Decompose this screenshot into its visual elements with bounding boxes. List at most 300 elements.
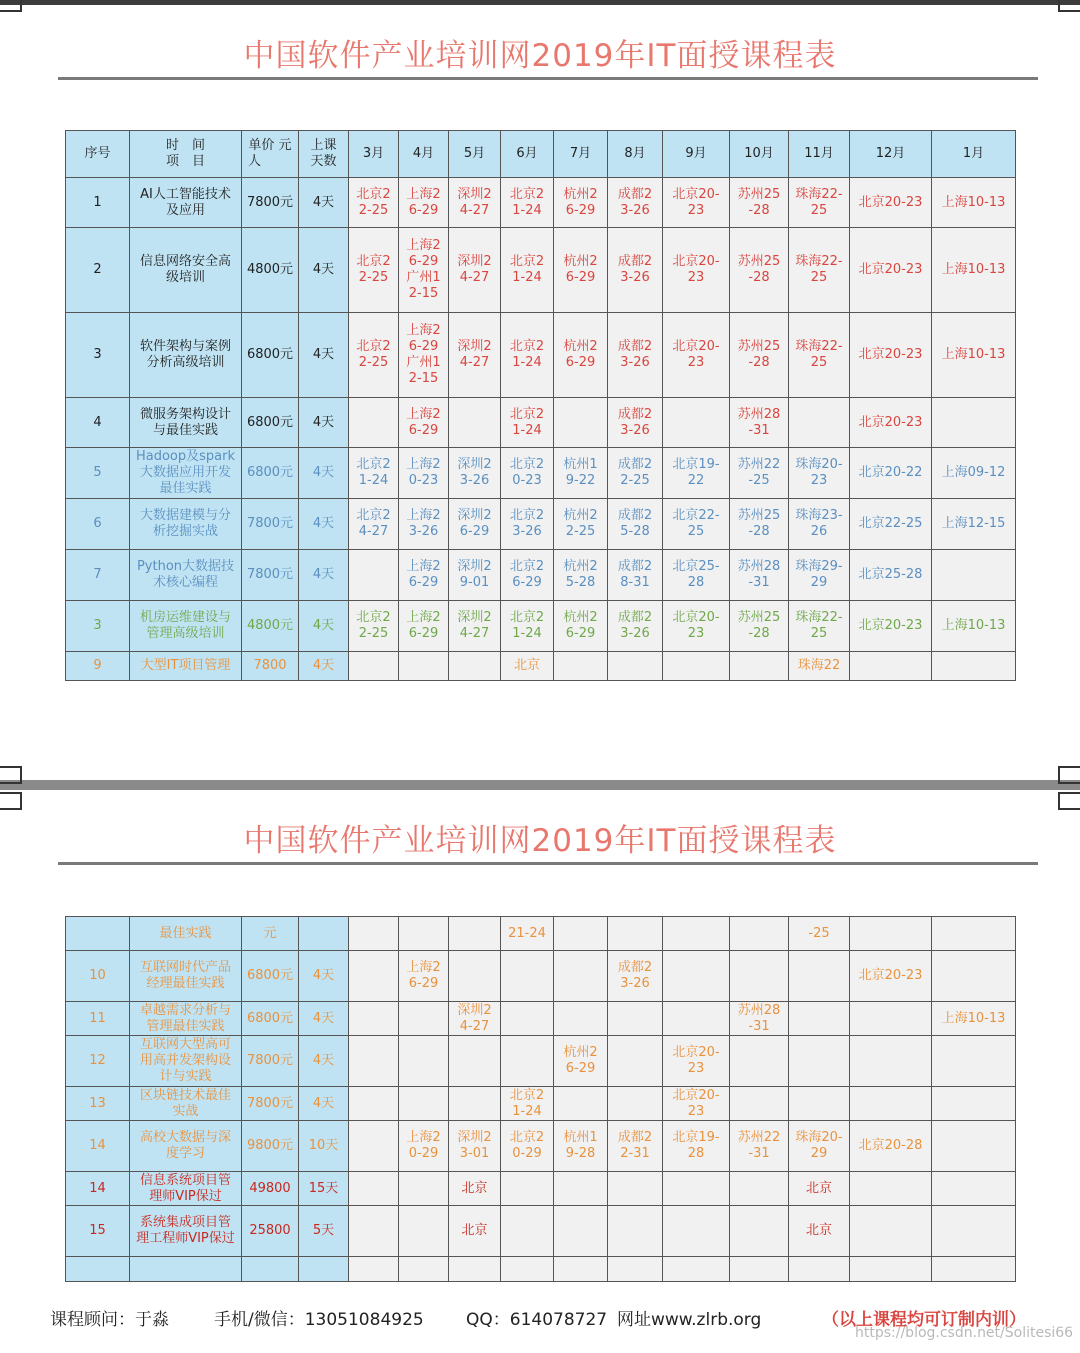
course-price: 7800元 [242, 499, 299, 550]
course-days: 4天 [299, 1002, 349, 1036]
schedule-cell: 上海26-29 [399, 951, 449, 1002]
course-row [66, 917, 1016, 951]
course-row [66, 178, 1016, 228]
course-seq: 15 [66, 1206, 130, 1257]
schedule-cell: 上海20-29 [399, 1121, 449, 1172]
course-days [299, 1257, 349, 1282]
schedule-cell: 苏州28-31 [730, 1002, 789, 1036]
schedule-cell: 北京19-28 [663, 1121, 730, 1172]
schedule-cell: 成都22-31 [608, 1121, 663, 1172]
header-month: 7月 [554, 131, 608, 178]
course-days: 4天 [299, 228, 349, 313]
course-row [66, 313, 1016, 398]
schedule-cell [730, 917, 789, 951]
schedule-cell [932, 1036, 1016, 1087]
schedule-cell: -25 [789, 917, 850, 951]
header-month: 4月 [399, 131, 449, 178]
schedule-cell: 北京20-23 [850, 951, 932, 1002]
course-price: 6800元 [242, 313, 299, 398]
schedule-cell: 北京20-22 [850, 448, 932, 499]
course-row [66, 1036, 1016, 1087]
course-row [66, 652, 1016, 681]
course-days: 4天 [299, 398, 349, 448]
schedule-cell [608, 1172, 663, 1206]
schedule-cell: 北京20-23 [850, 313, 932, 398]
schedule-cell [850, 1002, 932, 1036]
schedule-cell [932, 398, 1016, 448]
course-row [66, 1002, 1016, 1036]
schedule-cell: 北京21-24 [501, 313, 554, 398]
schedule-cell: 杭州26-29 [554, 228, 608, 313]
schedule-cell: 杭州26-29 [554, 313, 608, 398]
schedule-cell: 上海10-13 [932, 178, 1016, 228]
header-month: 8月 [608, 131, 663, 178]
header-month: 3月 [349, 131, 399, 178]
schedule-cell: 深圳24-27 [449, 313, 501, 398]
schedule-cell: 杭州22-25 [554, 499, 608, 550]
schedule-cell: 北京22-25 [349, 178, 399, 228]
schedule-cell [663, 917, 730, 951]
schedule-cell: 深圳23-01 [449, 1121, 501, 1172]
schedule-cell [608, 1002, 663, 1036]
course-days: 15天 [299, 1172, 349, 1206]
schedule-cell [349, 1002, 399, 1036]
schedule-cell: 苏州28-31 [730, 398, 789, 448]
schedule-cell [501, 1172, 554, 1206]
schedule-cell: 北京20-23 [850, 228, 932, 313]
schedule-cell [932, 951, 1016, 1002]
course-price: 7800元 [242, 1087, 299, 1121]
schedule-cell [349, 652, 399, 681]
schedule-table-page2 [65, 916, 1016, 1282]
schedule-cell: 苏州22-31 [730, 1121, 789, 1172]
header-days: 上课天数 [299, 131, 349, 178]
schedule-cell: 成都23-26 [608, 313, 663, 398]
schedule-cell [608, 1257, 663, 1282]
schedule-cell: 北京21-24 [349, 448, 399, 499]
schedule-cell: 北京25-28 [663, 550, 730, 601]
schedule-cell: 北京21-24 [501, 398, 554, 448]
footer-qq: QQ：614078727 [466, 1310, 608, 1330]
crop-mark-mid-left [0, 766, 22, 784]
course-days: 4天 [299, 313, 349, 398]
schedule-cell [608, 1087, 663, 1121]
course-days: 4天 [299, 1036, 349, 1087]
course-row [66, 398, 1016, 448]
schedule-cell: 深圳23-26 [449, 448, 501, 499]
schedule-cell [608, 1036, 663, 1087]
schedule-cell [554, 1002, 608, 1036]
schedule-cell: 成都23-26 [608, 178, 663, 228]
schedule-cell [730, 1036, 789, 1087]
schedule-cell [789, 1002, 850, 1036]
schedule-cell [449, 398, 501, 448]
course-name: Python大数据技术核心编程 [130, 550, 242, 601]
schedule-cell: 北京20-23 [663, 313, 730, 398]
schedule-cell [932, 1206, 1016, 1257]
course-name: 信息系统项目管理师VIP保过 [130, 1172, 242, 1206]
schedule-cell [349, 398, 399, 448]
schedule-cell: 珠海22-25 [789, 313, 850, 398]
course-seq: 12 [66, 1036, 130, 1087]
crop-mark-mid-right-lower [1058, 792, 1080, 810]
schedule-cell: 上海10-13 [932, 1002, 1016, 1036]
schedule-cell [554, 1172, 608, 1206]
course-seq [66, 1257, 130, 1282]
course-seq: 4 [66, 398, 130, 448]
course-price [242, 1257, 299, 1282]
schedule-cell [663, 1002, 730, 1036]
schedule-cell: 北京23-26 [501, 499, 554, 550]
course-price: 49800 [242, 1172, 299, 1206]
course-row [66, 499, 1016, 550]
header-month: 9月 [663, 131, 730, 178]
schedule-cell: 上海26-29 [399, 601, 449, 652]
schedule-cell [449, 1036, 501, 1087]
course-row [66, 228, 1016, 313]
schedule-cell: 北京22-25 [349, 228, 399, 313]
schedule-cell [349, 1172, 399, 1206]
schedule-cell [932, 1121, 1016, 1172]
schedule-cell: 北京25-28 [850, 550, 932, 601]
header-price-line2: 人 [248, 154, 262, 169]
course-price: 6800元 [242, 951, 299, 1002]
schedule-cell: 苏州28-31 [730, 550, 789, 601]
schedule-cell: 北京20-23 [663, 1087, 730, 1121]
schedule-cell: 杭州26-29 [554, 178, 608, 228]
schedule-cell: 北京20-23 [663, 601, 730, 652]
course-price: 9800元 [242, 1121, 299, 1172]
schedule-cell [932, 652, 1016, 681]
schedule-cell: 珠海22 [789, 652, 850, 681]
crop-mark-top-right [1058, 0, 1080, 12]
schedule-cell: 苏州25-28 [730, 228, 789, 313]
course-days: 5天 [299, 1206, 349, 1257]
schedule-cell: 北京 [789, 1172, 850, 1206]
schedule-cell [449, 951, 501, 1002]
course-price: 7800元 [242, 178, 299, 228]
course-name: AI人工智能技术及应用 [130, 178, 242, 228]
header-month: 6月 [501, 131, 554, 178]
course-seq: 13 [66, 1087, 130, 1121]
schedule-cell [501, 1002, 554, 1036]
schedule-cell [554, 398, 608, 448]
schedule-cell: 北京20-23 [850, 601, 932, 652]
schedule-cell: 苏州25-28 [730, 499, 789, 550]
schedule-cell [399, 1087, 449, 1121]
schedule-cell [501, 1036, 554, 1087]
schedule-cell: 上海10-13 [932, 313, 1016, 398]
schedule-cell [730, 652, 789, 681]
schedule-cell: 苏州25-28 [730, 313, 789, 398]
course-price: 6800元 [242, 448, 299, 499]
schedule-cell: 深圳26-29 [449, 499, 501, 550]
page-separator [0, 780, 1080, 790]
schedule-cell: 杭州26-29 [554, 601, 608, 652]
course-seq: 14 [66, 1172, 130, 1206]
schedule-cell [349, 550, 399, 601]
schedule-cell [850, 917, 932, 951]
schedule-cell: 上海26-29广州12-15 [399, 228, 449, 313]
schedule-cell [932, 917, 1016, 951]
schedule-cell: 成都23-26 [608, 951, 663, 1002]
course-name: 卓越需求分析与管理最佳实践 [130, 1002, 242, 1036]
schedule-cell [449, 1257, 501, 1282]
schedule-cell [608, 652, 663, 681]
schedule-cell: 苏州25-28 [730, 178, 789, 228]
schedule-cell: 深圳24-27 [449, 1002, 501, 1036]
course-seq: 3 [66, 601, 130, 652]
course-seq [66, 917, 130, 951]
schedule-cell [554, 652, 608, 681]
course-price: 25800 [242, 1206, 299, 1257]
header-month: 10月 [730, 131, 789, 178]
course-name: 机房运维建设与管理高级培训 [130, 601, 242, 652]
schedule-cell: 北京24-27 [349, 499, 399, 550]
course-days: 4天 [299, 448, 349, 499]
schedule-cell: 珠海29-29 [789, 550, 850, 601]
schedule-cell [850, 652, 932, 681]
course-seq: 6 [66, 499, 130, 550]
schedule-cell [932, 1257, 1016, 1282]
schedule-cell [608, 917, 663, 951]
course-name: 最佳实践 [130, 917, 242, 951]
course-days: 4天 [299, 652, 349, 681]
course-days: 4天 [299, 951, 349, 1002]
schedule-cell: 深圳24-27 [449, 601, 501, 652]
schedule-cell [932, 1172, 1016, 1206]
footer-customization-note: （以上课程均可订制内训） [822, 1310, 1026, 1330]
schedule-cell: 北京20-23 [850, 398, 932, 448]
schedule-cell [730, 1206, 789, 1257]
course-row [66, 951, 1016, 1002]
schedule-cell: 上海26-29广州12-15 [399, 313, 449, 398]
schedule-cell: 珠海22-25 [789, 228, 850, 313]
schedule-cell [789, 1036, 850, 1087]
schedule-cell [663, 1257, 730, 1282]
schedule-cell: 杭州26-29 [554, 1036, 608, 1087]
schedule-cell: 北京22-25 [349, 313, 399, 398]
schedule-cell [501, 1206, 554, 1257]
schedule-cell: 北京 [449, 1172, 501, 1206]
schedule-cell [932, 550, 1016, 601]
schedule-cell: 杭州25-28 [554, 550, 608, 601]
header-project-label: 项 目 [165, 154, 205, 169]
course-seq: 1 [66, 178, 130, 228]
schedule-cell [501, 951, 554, 1002]
schedule-cell: 上海26-29 [399, 398, 449, 448]
course-row [66, 1206, 1016, 1257]
schedule-cell [850, 1087, 932, 1121]
course-days: 10天 [299, 1121, 349, 1172]
header-time-label: 时 间 [165, 138, 205, 153]
schedule-cell [850, 1172, 932, 1206]
schedule-cell [850, 1257, 932, 1282]
schedule-cell: 北京20-23 [663, 228, 730, 313]
schedule-cell: 北京20-23 [850, 178, 932, 228]
course-seq: 7 [66, 550, 130, 601]
header-seq: 序号 [66, 131, 130, 178]
schedule-cell [730, 1257, 789, 1282]
crop-mark-mid-right [1058, 766, 1080, 784]
page1-title-rule [58, 77, 1038, 80]
course-row [66, 448, 1016, 499]
schedule-cell [663, 398, 730, 448]
schedule-cell: 珠海22-25 [789, 178, 850, 228]
schedule-cell: 上海23-26 [399, 499, 449, 550]
footer-website[interactable]: 网址www.zlrb.org [617, 1310, 762, 1330]
header-price-line1: 单价 元 [248, 138, 292, 153]
schedule-cell: 珠海20-29 [789, 1121, 850, 1172]
schedule-cell: 苏州25-28 [730, 601, 789, 652]
course-seq: 11 [66, 1002, 130, 1036]
footer-phone: 手机/微信：13051084925 [214, 1310, 424, 1330]
schedule-cell: 成都23-26 [608, 601, 663, 652]
schedule-cell: 北京 [789, 1206, 850, 1257]
schedule-cell: 上海26-29 [399, 178, 449, 228]
course-name: 大型IT项目管理 [130, 652, 242, 681]
course-row [66, 601, 1016, 652]
course-seq: 3 [66, 313, 130, 398]
schedule-cell [399, 1257, 449, 1282]
course-price: 4800元 [242, 228, 299, 313]
schedule-cell [349, 1036, 399, 1087]
course-row [66, 1121, 1016, 1172]
crop-mark-mid-left-lower [0, 792, 22, 810]
schedule-cell: 北京20-23 [663, 178, 730, 228]
schedule-cell [789, 398, 850, 448]
schedule-cell: 北京 [501, 652, 554, 681]
course-seq: 9 [66, 652, 130, 681]
schedule-cell: 杭州19-28 [554, 1121, 608, 1172]
schedule-cell [349, 1206, 399, 1257]
schedule-cell [349, 951, 399, 1002]
course-name: Hadoop及spark大数据应用开发最佳实践 [130, 448, 242, 499]
schedule-cell: 北京21-24 [501, 228, 554, 313]
course-days: 4天 [299, 601, 349, 652]
course-days [299, 917, 349, 951]
schedule-cell [850, 1036, 932, 1087]
schedule-cell: 北京26-29 [501, 550, 554, 601]
course-days: 4天 [299, 499, 349, 550]
watermark-url: https://blog.csdn.net/Solitesi66 [855, 1325, 1074, 1341]
schedule-cell: 北京19-22 [663, 448, 730, 499]
schedule-cell: 21-24 [501, 917, 554, 951]
schedule-cell: 北京21-24 [501, 601, 554, 652]
schedule-cell: 上海09-12 [932, 448, 1016, 499]
schedule-cell: 成都25-28 [608, 499, 663, 550]
schedule-cell [608, 1206, 663, 1257]
header-price [242, 131, 299, 178]
schedule-cell: 北京22-25 [663, 499, 730, 550]
course-price: 4800元 [242, 601, 299, 652]
schedule-cell: 成都22-25 [608, 448, 663, 499]
top-edge-bar [0, 0, 1080, 5]
crop-mark-top-left [0, 0, 22, 12]
schedule-cell: 北京20-23 [501, 448, 554, 499]
schedule-cell [399, 1002, 449, 1036]
course-days: 4天 [299, 550, 349, 601]
schedule-cell [789, 1257, 850, 1282]
course-row [66, 550, 1016, 601]
course-price: 7800元 [242, 1036, 299, 1087]
schedule-cell [349, 1257, 399, 1282]
header-month: 12月 [850, 131, 932, 178]
header-month: 11月 [789, 131, 850, 178]
course-row [66, 1257, 1016, 1282]
schedule-cell: 北京 [449, 1206, 501, 1257]
course-price: 7800元 [242, 550, 299, 601]
course-name: 区块链技术最佳实战 [130, 1087, 242, 1121]
schedule-cell [730, 951, 789, 1002]
course-name: 系统集成项目管理工程师VIP保过 [130, 1206, 242, 1257]
schedule-cell [850, 1206, 932, 1257]
course-name: 信息网络安全高级培训 [130, 228, 242, 313]
course-name [130, 1257, 242, 1282]
course-days: 4天 [299, 1087, 349, 1121]
page2-title-rule [58, 862, 1038, 865]
schedule-cell [399, 1172, 449, 1206]
course-name: 互联网时代产品经理最佳实践 [130, 951, 242, 1002]
schedule-cell: 上海20-23 [399, 448, 449, 499]
schedule-cell [730, 1172, 789, 1206]
schedule-cell [554, 1257, 608, 1282]
schedule-cell [663, 652, 730, 681]
course-row [66, 1172, 1016, 1206]
schedule-cell: 珠海23-26 [789, 499, 850, 550]
course-name: 互联网大型高可用高并发架构设计与实践 [130, 1036, 242, 1087]
schedule-cell [399, 1036, 449, 1087]
header-month: 1月 [932, 131, 1016, 178]
schedule-cell: 上海26-29 [399, 550, 449, 601]
schedule-cell: 北京21-24 [501, 1087, 554, 1121]
header-course [130, 131, 242, 178]
course-price: 6800元 [242, 398, 299, 448]
course-name: 微服务架构设计与最佳实践 [130, 398, 242, 448]
schedule-cell: 深圳29-01 [449, 550, 501, 601]
footer-advisor: 课程顾问：于淼 [50, 1310, 169, 1330]
course-seq: 10 [66, 951, 130, 1002]
schedule-cell: 成都23-26 [608, 398, 663, 448]
schedule-cell: 北京22-25 [850, 499, 932, 550]
schedule-cell [349, 917, 399, 951]
schedule-cell: 北京20-23 [663, 1036, 730, 1087]
schedule-cell [663, 951, 730, 1002]
schedule-cell: 深圳24-27 [449, 228, 501, 313]
schedule-cell: 杭州19-22 [554, 448, 608, 499]
schedule-cell [554, 917, 608, 951]
schedule-cell [663, 1206, 730, 1257]
course-price: 6800元 [242, 1002, 299, 1036]
schedule-table-page1 [65, 130, 1016, 681]
course-name: 软件架构与案例分析高级培训 [130, 313, 242, 398]
schedule-cell: 上海12-15 [932, 499, 1016, 550]
schedule-cell [449, 652, 501, 681]
course-row [66, 1087, 1016, 1121]
schedule-cell [789, 951, 850, 1002]
schedule-cell: 上海10-13 [932, 601, 1016, 652]
course-seq: 5 [66, 448, 130, 499]
page1-title: 中国软件产业培训网2019年IT面授课程表 [243, 38, 837, 74]
schedule-cell [399, 917, 449, 951]
schedule-cell [554, 1206, 608, 1257]
page2-title: 中国软件产业培训网2019年IT面授课程表 [243, 823, 837, 859]
schedule-cell [501, 1257, 554, 1282]
course-days: 4天 [299, 178, 349, 228]
schedule-cell: 北京20-28 [850, 1121, 932, 1172]
schedule-cell [932, 1087, 1016, 1121]
schedule-cell: 珠海22-25 [789, 601, 850, 652]
